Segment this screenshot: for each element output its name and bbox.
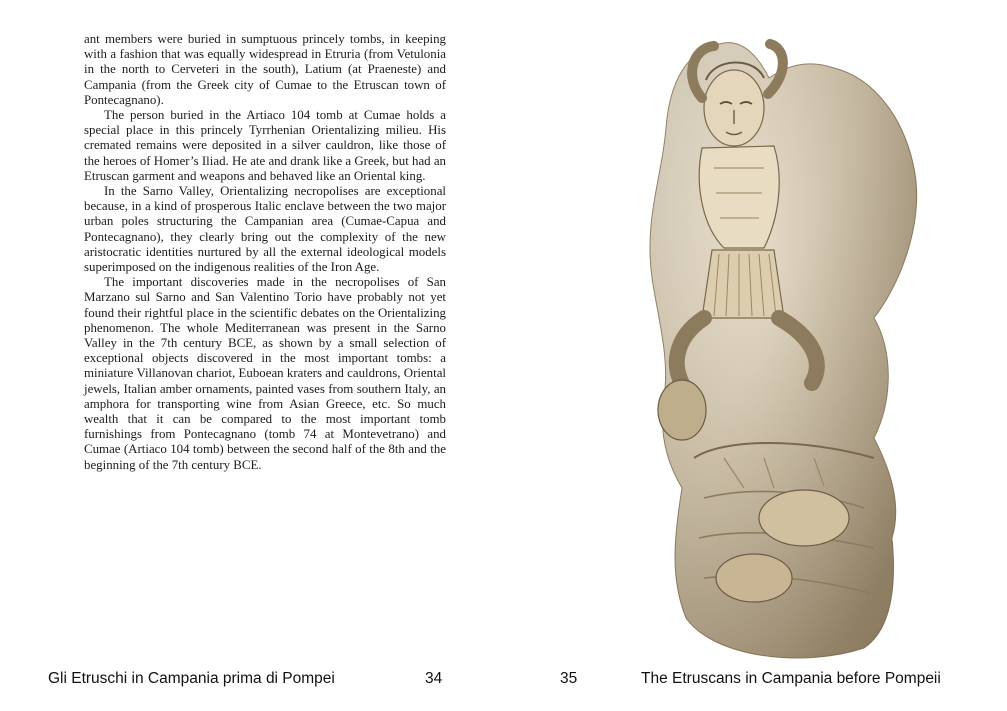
paragraph-4: The important discoveries made in the necropolises of San Marzano sul Sarno and San Valentino Torio have probably not yet found their rightful place in the scientific debates on the Orientalizing phenomenon. The whole Mediterranean was present in the Sarno Valley in the 7th century BCE, as shown by a small selection of exceptional objects discovered in the most important tombs: a miniature Villanovan chariot, Euboean kraters and cauldrons, Oriental jewels, Italian amber ornaments, painted vases from southern Italy, an amphora for transporting wine from Asian Greece, etc. So much wealth that it can be compared to the most important tomb furnishings from Pontecagnano (tomb 74 at Montevetrano) and Cumae (Artiaco 104 tomb) between the second half of the 8th and the beginning of the 7th century BCE. <box>84 275 446 472</box>
running-title-left: Gli Etruschi in Campania prima di Pompei <box>48 670 335 687</box>
paragraph-2: The person buried in the Artiaco 104 tomb at Cumae holds a special place in this princely Tyrrhenian Orientalizing milieu. His cremated remains were deposited in a silver cauldron, like those of the heroes of Homer’s Iliad. He ate and drank like a Greek, but had an Etruscan garment and weapons and behaved like an Oriental king. <box>84 108 446 183</box>
ivory-figure-image <box>574 18 934 668</box>
paragraph-3: In the Sarno Valley, Orientalizing necropolises are exceptional because, in a kind of prosperous Italic enclave between the two major urban poles structuring the Campanian area (Cumae-Capua and Pontecagnano), they clearly bring out the complexity of the new aristocratic identities nurtured by all the external ideological models superimposed on the indigenous realities of the Iron Age. <box>84 184 446 275</box>
body-text <box>84 32 446 473</box>
left-page <box>0 0 503 711</box>
paragraph-1: ant members were buried in sumptuous princely tombs, in keeping with a fashion that was equally widespread in Etruria (from Vetulonia in the north to Cerveteri in the south), Latium (at Praeneste) and Campania (from the Greek city of Cumae to the Etruscan town of Pontecagnano). <box>84 32 446 107</box>
running-title-right: The Etruscans in Campania before Pompeii <box>641 670 941 687</box>
right-page <box>504 0 1007 711</box>
page-number-left: 34 <box>425 670 443 687</box>
page-number-right: 35 <box>560 670 578 687</box>
